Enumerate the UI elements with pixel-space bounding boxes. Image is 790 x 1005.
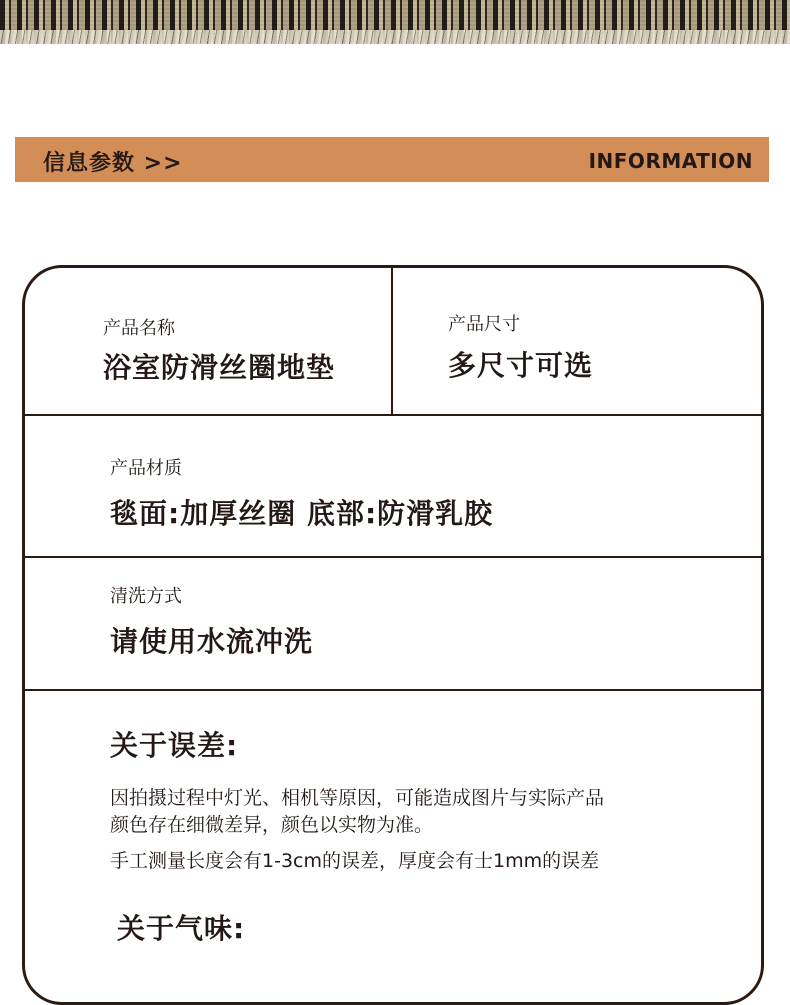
info-header-bar — [15, 137, 769, 182]
info-title-cn: 信息参数 >> — [43, 151, 183, 176]
product-material-value: 毯面:加厚丝圈 底部:防滑乳胶 — [110, 497, 494, 530]
product-size-value: 多尺寸可选 — [448, 349, 594, 382]
rug-fringe-image — [0, 30, 790, 44]
spec-divider-vertical — [391, 266, 393, 416]
error-note-line-2: 颜色存在细微差异，颜色以实物为准。 — [110, 814, 434, 836]
product-name-label: 产品名称 — [103, 318, 175, 339]
spec-divider-2 — [22, 556, 764, 558]
info-title-en: INFORMATION — [588, 149, 753, 173]
washing-method-label: 清洗方式 — [110, 586, 182, 607]
error-note-line-1: 因拍摄过程中灯光、相机等原因，可能造成图片与实际产品 — [110, 787, 605, 809]
product-size-label: 产品尺寸 — [448, 314, 520, 335]
smell-heading: 关于气味: — [117, 912, 246, 945]
spec-divider-1 — [22, 414, 764, 416]
washing-method-value: 请使用水流冲洗 — [110, 625, 314, 658]
product-name-value: 浴室防滑丝圈地垫 — [103, 351, 336, 384]
error-heading: 关于误差: — [110, 729, 239, 762]
error-note-line-3: 手工测量长度会有1-3cm的误差，厚度会有士1mm的误差 — [110, 850, 600, 872]
product-material-label: 产品材质 — [110, 458, 182, 479]
spec-divider-3 — [22, 689, 764, 691]
